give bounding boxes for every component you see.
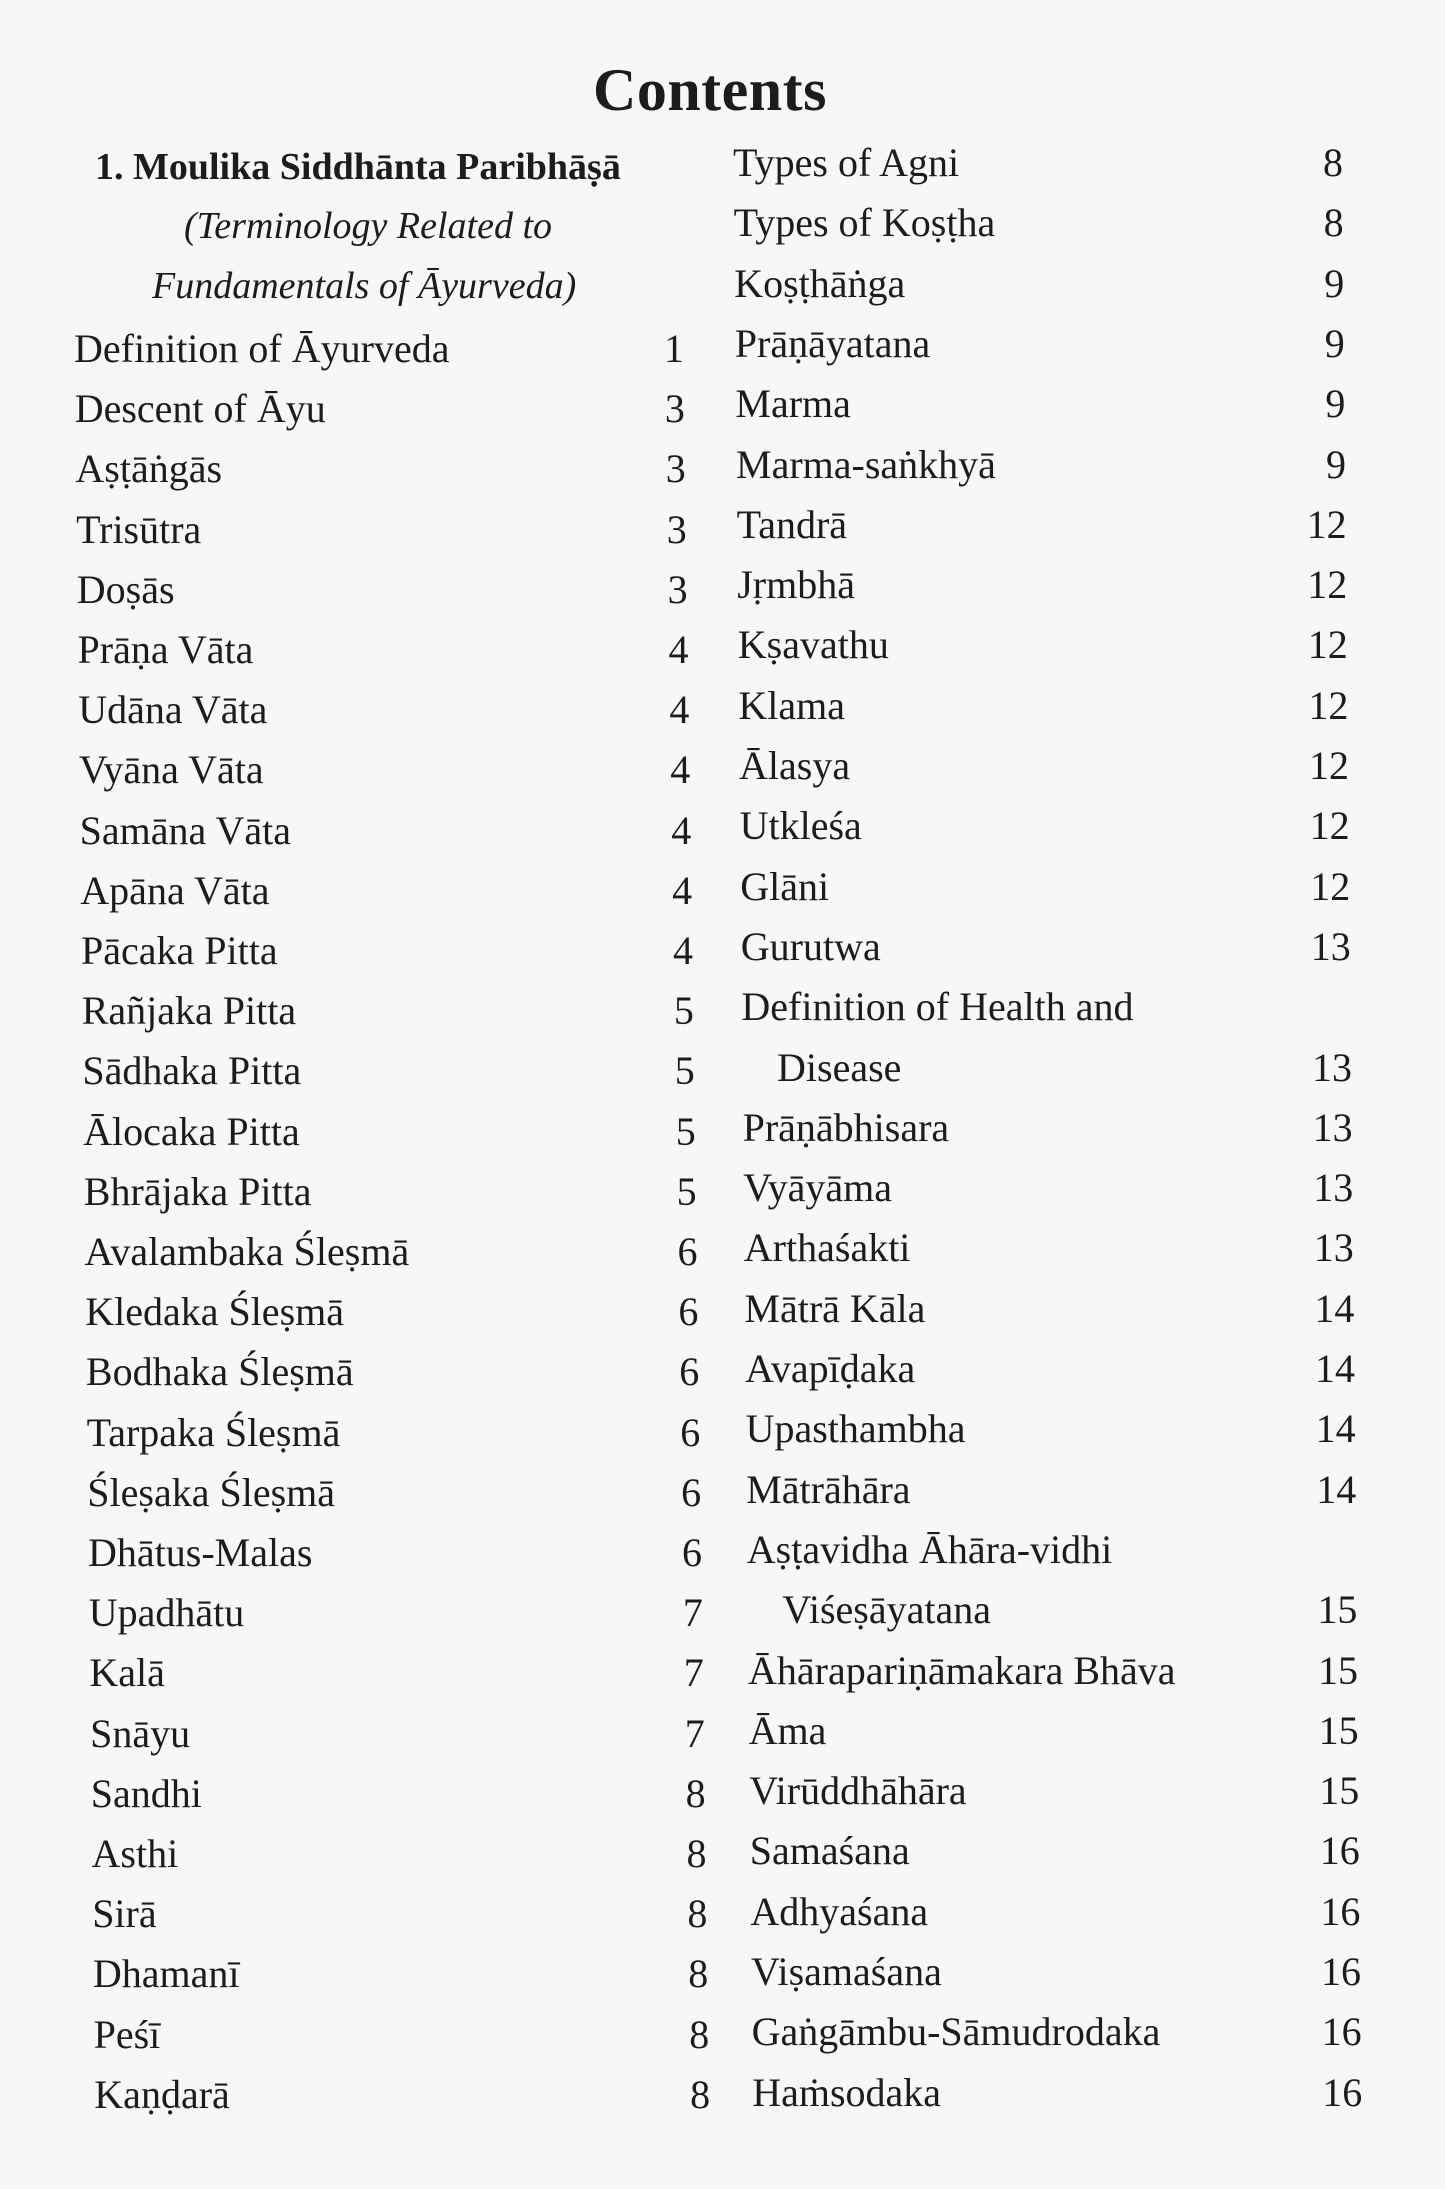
toc-entry-title: Udāna Vāta [78,687,268,733]
toc-entry-page: 6 [682,1530,702,1575]
toc-entry-title: Sirā [92,1891,157,1937]
toc-entry-title: Definition of Āyurveda [74,326,450,371]
toc-entry-title: Bodhaka Śleṣmā [85,1349,354,1395]
toc-entry-title: Dhātus-Malas [88,1530,313,1575]
toc-entry-page: 13 [1313,1225,1354,1271]
toc-entry-title: Doṣās [76,566,175,612]
toc-entry-page: 7 [682,1590,703,1636]
toc-entry-title: Gaṅgāmbu-Sāmudrodaka [751,2009,1161,2055]
toc-entry [0,1882,1445,1942]
toc-entry-title: Ālocaka Pitta [83,1108,300,1154]
toc-entry [0,193,1445,253]
toc-entry [0,1520,1445,1580]
toc-entry [0,796,1445,856]
toc-entry [0,1279,1445,1339]
toc-entry-page: 12 [1307,622,1348,668]
toc-entry-page: 8 [687,1891,708,1937]
toc-entry [0,1098,1445,1158]
toc-entry-title: Āhārapariṇāmakara Bhāva [748,1647,1176,1693]
toc-entry-title: Kṣavathu [737,622,889,668]
toc-entry-title: Glāni [740,863,830,909]
toc-entry-title: Rañjaka Pitta [81,988,297,1034]
toc-entry-title: Prāṇāyatana [734,320,931,366]
toc-entry-page: 13 [1313,1165,1354,1211]
toc-entry [0,1580,1445,1640]
toc-entry-page: 12 [1309,803,1350,849]
toc-entry-page: 8 [689,2011,710,2057]
toc-entry-title: Upasthambha [745,1406,966,1452]
toc-entry [0,1218,1445,1278]
toc-entry-title: Trisūtra [76,506,202,552]
toc-entry-page: 13 [1312,1044,1352,1090]
toc-entry-page: 4 [673,928,693,973]
toc-entry [0,1942,1445,2002]
toc-entry [0,1701,1445,1761]
toc-entry-title: Arthaśakti [743,1225,911,1271]
toc-entry-page: 14 [1315,1346,1355,1391]
toc-entry-page: 5 [673,988,694,1034]
toc-entry-title: Aṣṭavidha Āhāra-vidhi [746,1526,1113,1572]
toc-entry-page: 16 [1320,1888,1361,1934]
toc-entry-title: Samaśana [749,1828,910,1874]
toc-entry-page: 12 [1309,743,1349,788]
toc-entry-title: Āma [748,1707,827,1753]
toc-entry-title: Samāna Vāta [79,807,291,853]
toc-entry-page: 4 [668,627,689,672]
toc-entry-title: Klama [738,682,846,728]
toc-entry-page: 5 [674,1048,695,1094]
toc-entry-page: 14 [1315,1406,1356,1452]
toc-entry-page: 12 [1308,682,1349,728]
toc-entry [0,857,1445,917]
toc-entry-title: Prāṇābhisara [742,1104,950,1150]
toc-entry-page: 13 [1312,1104,1353,1150]
toc-entry-page: 6 [679,1349,700,1395]
toc-entry [0,254,1445,314]
page-title: Contents [592,57,827,123]
toc-entry-page: 9 [1326,441,1346,487]
toc-entry-title: Virūddhāhāra [749,1768,967,1814]
chapter-heading: 1. Moulika Siddhānta Paribhāṣā [95,146,621,188]
toc-entry [0,917,1445,977]
toc-entry-page: 15 [1317,1587,1358,1633]
toc-entry [0,555,1445,615]
toc-entry-page: 3 [666,506,687,552]
toc-entry-page: 6 [677,1229,698,1274]
toc-entry-title: Kalā [89,1650,165,1696]
toc-entry [0,435,1445,495]
toc-entry [0,2002,1445,2062]
toc-entry-title: Disease [777,1044,902,1090]
toc-entry-page: 3 [665,446,686,492]
toc-entry-title: Tandrā [736,501,848,547]
toc-entry-page: 12 [1307,562,1348,608]
toc-entry-page: 5 [675,1108,696,1154]
toc-entry [0,1399,1445,1459]
toc-entry-title: Kaṇḍarā [94,2071,230,2117]
toc-entry-title: Vyāyāma [743,1165,893,1211]
toc-entry-title: Haṁsodaka [752,2069,942,2115]
chapter-subtitle-line1: (Terminology Related to [184,205,552,247]
toc-entry-title: Dhamanī [92,1951,240,1997]
toc-entry [0,374,1445,434]
toc-entry-title: Avapīḍaka [745,1346,916,1391]
toc-entry-page: 6 [678,1289,699,1335]
toc-entry-title: Utkleśa [739,803,862,849]
toc-entry-title: Snāyu [90,1710,191,1756]
toc-entry [0,1641,1445,1701]
toc-entry-title: Ālasya [739,743,851,788]
toc-entry [0,1761,1445,1821]
toc-entry [0,133,1445,193]
toc-entry-title: Gurutwa [740,923,881,969]
toc-entry-title: Mātrā Kāla [744,1285,926,1331]
toc-entry-page: 6 [681,1469,702,1515]
toc-entry-title: Types of Koṣṭha [733,200,996,246]
toc-entry-page: 3 [664,386,685,432]
toc-entry [0,495,1445,555]
toc-entry [0,1038,1445,1098]
toc-entry-title: Descent of Āyu [74,386,326,432]
toc-entry-page: 14 [1314,1285,1355,1331]
toc-entry-page: 15 [1319,1768,1360,1814]
toc-entry-page: 7 [684,1710,705,1756]
toc-entry-title: Mātrāhāra [746,1466,911,1512]
toc-entry-title: Vyāna Vāta [78,747,264,793]
toc-entry-page: 16 [1319,1828,1360,1874]
toc-entry-title: Marma-saṅkhyā [736,441,996,487]
toc-entry-page: 8 [686,1831,707,1876]
toc-entry [0,977,1445,1037]
toc-entry-title: Viṣamaśana [751,1949,942,1994]
toc-entry-page: 16 [1321,2009,1362,2055]
toc-entry-page: 16 [1322,2069,1363,2115]
toc-entry-title: Prāṇa Vāta [77,627,254,672]
toc-entry-page: 12 [1306,501,1347,547]
toc-entry-title: Bhrājaka Pitta [83,1168,312,1214]
toc-entry-page: 4 [671,807,692,853]
toc-entry-page: 4 [672,867,693,913]
toc-entry-title: Marma [735,381,851,427]
toc-entry-page: 16 [1321,1949,1361,1994]
toc-entry [0,1821,1445,1881]
toc-entry-page: 7 [683,1650,704,1696]
toc-entry-title: Tarpaka Śleṣmā [86,1409,341,1455]
toc-entry-title: Kledaka Śleṣmā [85,1289,344,1335]
toc-entry-page: 8 [685,1770,706,1816]
toc-entry-page: 15 [1318,1647,1358,1693]
toc-entry-page: 5 [676,1168,697,1214]
toc-entry-title: Asthi [91,1831,179,1876]
toc-entry [0,1158,1445,1218]
toc-entry [0,736,1445,796]
toc-entry-title: Upadhātu [88,1590,245,1636]
toc-entry-title: Koṣṭhāṅga [734,260,906,306]
toc-entry-page: 4 [670,747,691,793]
toc-entry-title: Definition of Health and [741,984,1134,1030]
toc-entry-page: 8 [688,1951,709,1997]
toc-entry-title: Avalambaka Śleṣmā [84,1229,410,1274]
toc-entry [0,2063,1445,2123]
toc-entry-page: 8 [1323,200,1344,246]
toc-entry-title: Adhyaśana [750,1888,929,1934]
toc-entry-page: 3 [667,566,688,612]
toc-entry-page: 13 [1310,923,1351,969]
toc-entry-title: Peśī [93,2011,161,2057]
toc-entry-page: 9 [1324,320,1345,366]
toc-entry-title: Aṣṭāṅgās [75,446,223,492]
toc-entry-title: Apāna Vāta [80,867,270,913]
toc-entry [0,1460,1445,1520]
toc-entry-page: 8 [690,2071,711,2117]
toc-entry [0,1339,1445,1399]
toc-entry-title: Sandhi [90,1770,202,1816]
toc-entry-page: 9 [1325,381,1346,427]
toc-entry-page: 15 [1318,1707,1359,1753]
toc-entry-page: 1 [664,326,684,371]
toc-entry [0,615,1445,675]
toc-entry [0,676,1445,736]
toc-entry-page: 8 [1323,140,1343,185]
toc-entry-page: 6 [680,1409,701,1455]
toc-entry [0,314,1445,374]
toc-entry-title: Pācaka Pitta [81,928,278,973]
chapter-subtitle-line2: Fundamentals of Āyurveda) [152,265,577,307]
toc-entry-page: 9 [1324,260,1345,306]
toc-entry-title: Śleṣaka Śleṣmā [87,1469,336,1515]
toc-entry-title: Sādhaka Pitta [82,1048,302,1094]
toc-entry-page: 12 [1310,863,1351,909]
toc-entry-title: Viśeṣāyatana [782,1587,992,1633]
toc-entry-title: Types of Agni [733,140,960,185]
toc-entry-page: 14 [1316,1466,1357,1512]
toc-entry-title: Jṛmbhā [737,562,855,608]
toc-entry-page: 4 [669,687,690,733]
